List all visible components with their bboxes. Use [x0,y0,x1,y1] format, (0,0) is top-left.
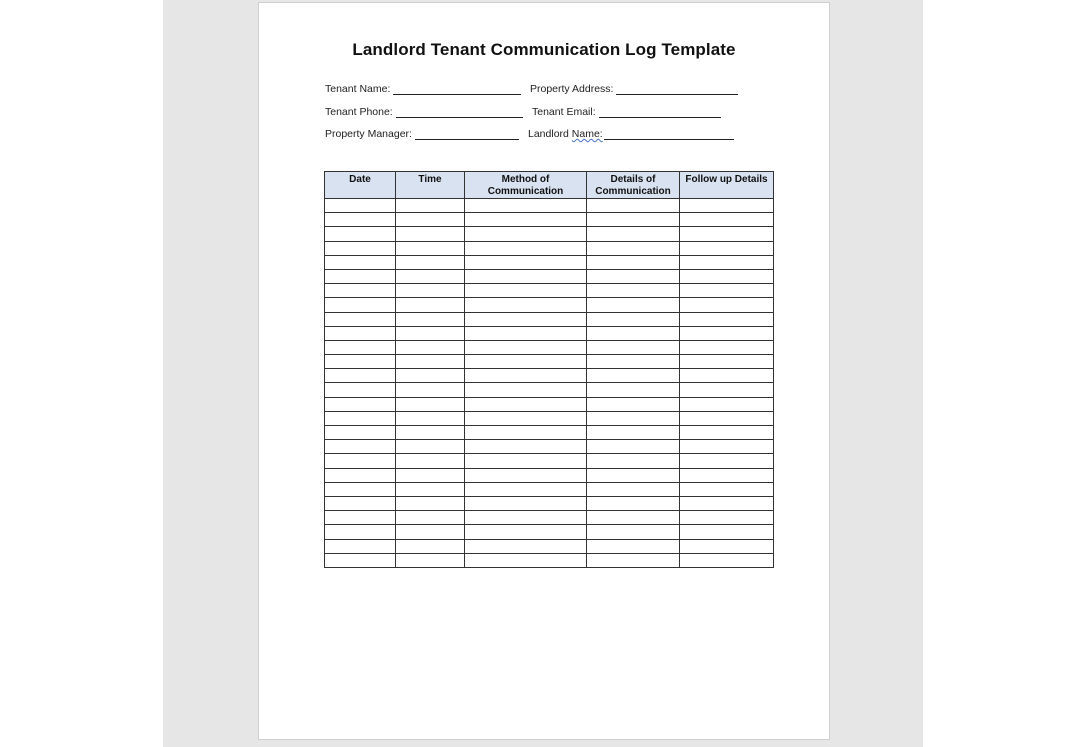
landlord-name-field[interactable] [528,128,734,140]
table-cell[interactable] [325,284,396,298]
table-cell[interactable] [587,199,680,213]
table-cell[interactable] [587,312,680,326]
table-cell[interactable] [465,255,587,269]
table-cell[interactable] [325,482,396,496]
table-cell[interactable] [396,255,465,269]
table-cell[interactable] [325,227,396,241]
table-row [325,199,774,213]
table-row [325,255,774,269]
table-row [325,496,774,510]
header-follow-up-details: Follow up Details [680,172,774,199]
table-cell[interactable] [325,539,396,553]
table-cell[interactable] [465,553,587,567]
table-cell[interactable] [325,397,396,411]
table-cell[interactable] [587,255,680,269]
table-cell[interactable] [680,227,774,241]
table-row [325,269,774,283]
table-cell[interactable] [680,426,774,440]
table-cell[interactable] [587,440,680,454]
table-cell[interactable] [680,440,774,454]
table-cell[interactable] [680,255,774,269]
table-cell[interactable] [587,397,680,411]
table-cell[interactable] [396,440,465,454]
table-row [325,397,774,411]
table-cell[interactable] [680,369,774,383]
table-cell[interactable] [325,454,396,468]
table-cell[interactable] [587,269,680,283]
table-cell[interactable] [680,511,774,525]
table-cell[interactable] [587,468,680,482]
table-cell[interactable] [465,539,587,553]
table-cell[interactable] [465,369,587,383]
header-time: Time [396,172,465,199]
table-cell[interactable] [587,539,680,553]
property-manager-blank[interactable] [415,129,519,140]
table-cell[interactable] [325,496,396,510]
table-cell[interactable] [587,454,680,468]
table-cell[interactable] [325,411,396,425]
table-cell[interactable] [396,284,465,298]
table-cell[interactable] [325,213,396,227]
table-cell[interactable] [325,440,396,454]
table-cell[interactable] [396,312,465,326]
table-row [325,326,774,340]
table-cell[interactable] [396,326,465,340]
table-cell[interactable] [587,525,680,539]
table-cell[interactable] [325,383,396,397]
table-cell[interactable] [587,369,680,383]
table-cell[interactable] [325,326,396,340]
table-cell[interactable] [680,269,774,283]
tenant-name-field[interactable] [325,83,521,95]
tenant-email-field[interactable] [532,106,721,118]
header-details-of-communication: Details of Communication [587,172,680,199]
table-cell[interactable] [680,397,774,411]
table-cell[interactable] [465,355,587,369]
table-cell[interactable] [465,511,587,525]
table-cell[interactable] [680,355,774,369]
table-cell[interactable] [396,340,465,354]
table-cell[interactable] [396,241,465,255]
table-cell[interactable] [680,496,774,510]
table-cell[interactable] [396,539,465,553]
table-cell[interactable] [396,269,465,283]
table-cell[interactable] [325,298,396,312]
landlord-name-blank[interactable] [604,129,734,140]
table-row [325,511,774,525]
table-row [325,482,774,496]
table-row [325,411,774,425]
table-cell[interactable] [465,426,587,440]
document-page [258,2,830,740]
tenant-email-blank[interactable] [599,107,721,118]
property-manager-field[interactable] [325,128,519,140]
table-row [325,539,774,553]
table-cell[interactable] [396,482,465,496]
table-cell[interactable] [325,426,396,440]
table-cell[interactable] [680,525,774,539]
header-method-of-communication: Method of Communication [465,172,587,199]
tenant-name-label: Tenant Name: [325,83,391,95]
table-cell[interactable] [680,454,774,468]
table-cell[interactable] [680,468,774,482]
table-header-row [325,172,774,199]
table-cell[interactable] [587,411,680,425]
table-cell[interactable] [465,284,587,298]
table-cell[interactable] [325,199,396,213]
table-cell[interactable] [325,369,396,383]
property-address-label: Property Address: [530,83,614,95]
table-cell[interactable] [465,525,587,539]
table-row [325,454,774,468]
table-cell[interactable] [396,553,465,567]
table-cell[interactable] [587,298,680,312]
table-cell[interactable] [325,269,396,283]
table-cell[interactable] [680,482,774,496]
table-cell[interactable] [587,426,680,440]
tenant-name-blank[interactable] [393,84,521,95]
table-cell[interactable] [680,241,774,255]
table-row [325,440,774,454]
table-cell[interactable] [465,468,587,482]
header-date: Date [325,172,396,199]
table-cell[interactable] [587,227,680,241]
table-cell[interactable] [465,411,587,425]
table-cell[interactable] [465,440,587,454]
table-cell[interactable] [325,525,396,539]
table-cell[interactable] [396,511,465,525]
table-cell[interactable] [325,312,396,326]
table-cell[interactable] [396,468,465,482]
table-cell[interactable] [396,496,465,510]
table-cell[interactable] [680,298,774,312]
landlord-label: Landlord [528,128,569,140]
table-cell[interactable] [465,340,587,354]
table-cell[interactable] [396,411,465,425]
page-title: Landlord Tenant Communication Log Template [352,40,736,59]
tenant-phone-blank[interactable] [396,107,523,118]
table-cell[interactable] [465,241,587,255]
table-cell[interactable] [587,355,680,369]
table-cell[interactable] [465,213,587,227]
table-row [325,284,774,298]
tenant-phone-field[interactable] [325,106,523,118]
table-cell[interactable] [680,312,774,326]
table-cell[interactable] [680,383,774,397]
table-cell[interactable] [396,426,465,440]
table-cell[interactable] [325,553,396,567]
table-cell[interactable] [465,326,587,340]
table-cell[interactable] [396,227,465,241]
property-address-field[interactable] [530,83,738,95]
table-cell[interactable] [680,411,774,425]
table-cell[interactable] [680,284,774,298]
table-cell[interactable] [396,369,465,383]
table-cell[interactable] [465,383,587,397]
table-cell[interactable] [587,340,680,354]
table-row [325,241,774,255]
table-cell[interactable] [587,482,680,496]
table-cell[interactable] [465,454,587,468]
table-cell[interactable] [325,255,396,269]
table-cell[interactable] [587,326,680,340]
table-row [325,298,774,312]
table-cell[interactable] [396,199,465,213]
table-cell[interactable] [325,468,396,482]
property-manager-label: Property Manager: [325,128,412,140]
table-row [325,525,774,539]
table-row [325,426,774,440]
table-cell[interactable] [587,496,680,510]
table-cell[interactable] [465,298,587,312]
table-cell[interactable] [587,241,680,255]
tenant-phone-label: Tenant Phone: [325,106,393,118]
table-cell[interactable] [396,355,465,369]
table-cell[interactable] [325,340,396,354]
table-cell[interactable] [587,553,680,567]
table-body [325,199,774,568]
table-row [325,227,774,241]
communication-log-table [324,171,774,568]
table-cell[interactable] [680,539,774,553]
table-cell[interactable] [680,213,774,227]
table-row [325,383,774,397]
table-cell[interactable] [465,199,587,213]
table-row [325,340,774,354]
table-cell[interactable] [465,482,587,496]
table-row [325,553,774,567]
table-cell[interactable] [587,383,680,397]
table-cell[interactable] [465,397,587,411]
table-row [325,369,774,383]
table-cell[interactable] [396,213,465,227]
table-cell[interactable] [680,326,774,340]
table-cell[interactable] [396,454,465,468]
table-cell[interactable] [396,383,465,397]
table-cell[interactable] [680,340,774,354]
table-cell[interactable] [396,298,465,312]
table-cell[interactable] [396,525,465,539]
table-row [325,468,774,482]
table-row [325,312,774,326]
table-cell[interactable] [465,269,587,283]
table-cell[interactable] [325,511,396,525]
table-cell[interactable] [680,199,774,213]
table-cell[interactable] [325,241,396,255]
table-cell[interactable] [587,284,680,298]
table-cell[interactable] [396,397,465,411]
table-cell[interactable] [325,355,396,369]
tenant-email-label: Tenant Email: [532,106,596,118]
table-cell[interactable] [587,511,680,525]
landlord-name-label: Name: [571,128,603,140]
table-row [325,213,774,227]
table-cell[interactable] [680,553,774,567]
table-cell[interactable] [465,312,587,326]
table-cell[interactable] [465,496,587,510]
property-address-blank[interactable] [616,84,738,95]
table-row [325,355,774,369]
table-cell[interactable] [587,213,680,227]
table-cell[interactable] [465,227,587,241]
